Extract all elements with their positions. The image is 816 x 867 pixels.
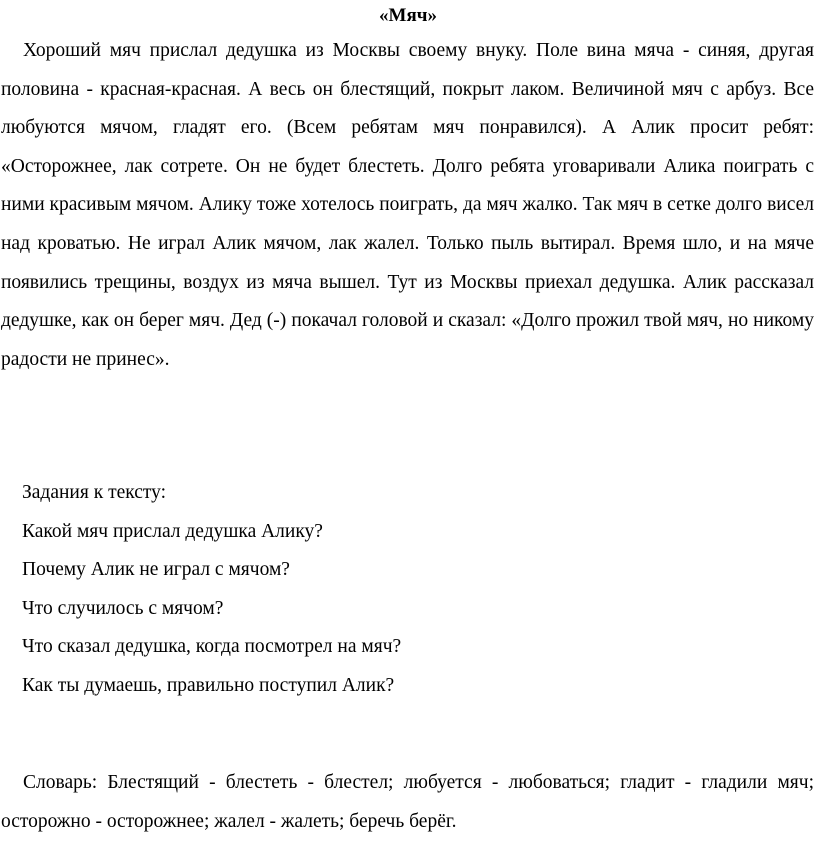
- glossary-paragraph: Словарь: Блестящий - блестеть - блестел; любуется - любоваться; гладит - гладили мяч; осторожно - осторожнее; жалел - жалеть; беречь берёг.: [1, 772, 814, 832]
- document-title: «Мяч»: [379, 5, 437, 26]
- task-item: Почему Алик не играл с мячом?: [22, 559, 290, 581]
- tasks-section: [22, 474, 401, 706]
- task-item: Что сказал дедушка, когда посмотрел на мяч?: [22, 636, 402, 658]
- task-item: Какой мяч прислал дедушка Алику?: [22, 520, 323, 542]
- tasks-heading: Задания к тексту:: [22, 482, 167, 503]
- task-item: Как ты думаешь, правильно поступил Алик?: [22, 674, 395, 696]
- story-paragraph: Хороший мяч прислал дедушка из Москвы своему внуку. Поле вина мяча - синяя, другая половина - красная-красная. А весь он блестящий, покрыт лаком. Величиной мяч с арбуз. Все любуются мячом, гладят его. (Всем ребятам мяч понравился). А Алик просит ребят: «Осторожнее, лак сотрете. Он не будет блестеть. Долго ребята уговаривали Алика поиграть с ними красивым мячом. Алику тоже хотелось поиграть, да мяч жалко. Так мяч в сетке долго висел над кроватью. Не играл Алик мячом, лак жалел. Только пыль вытирал. Время шло, и на мяче появились трещины, воздух из мяча вышел. Тут из Москвы приехал дедушка. Алик рассказал дедушке, как он берег мяч. Дед (-) покачал головой и сказал: «Долго прожил твой мяч, но никому радости не принес».: [1, 40, 814, 370]
- task-item: Что случилось с мячом?: [22, 597, 224, 619]
